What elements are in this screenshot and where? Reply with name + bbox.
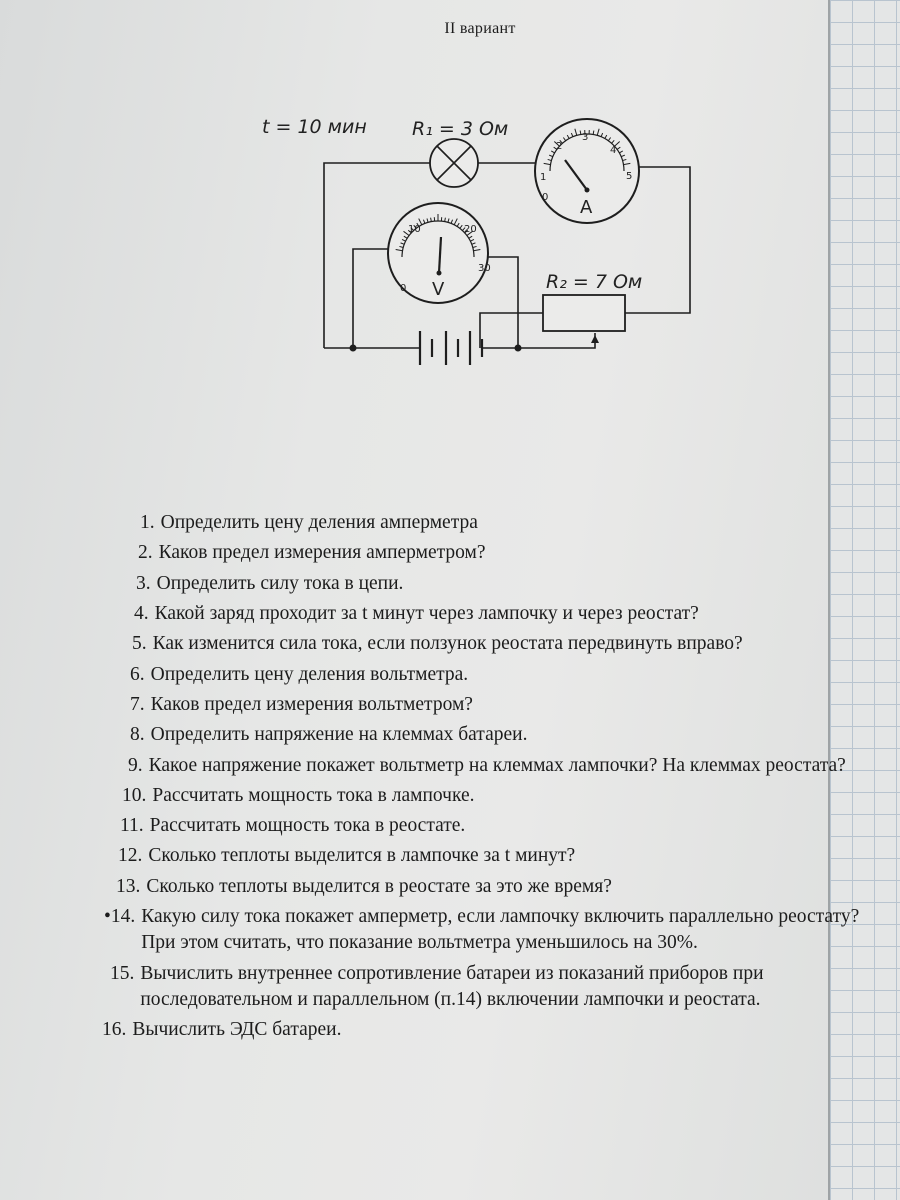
task-text: Какой заряд проходит за t минут через лампочку и через реостат?	[154, 602, 699, 624]
task-item	[110, 961, 880, 1014]
task-text: Определить силу тока в цепи.	[156, 572, 404, 594]
variant-header: II вариант	[444, 20, 516, 37]
task-text: Рассчитать мощность тока в лампочке.	[152, 784, 475, 806]
junction-dot-left	[350, 345, 357, 352]
task-number: 6.	[130, 663, 145, 685]
r1-label: R₁ = 3 Ом	[412, 118, 509, 140]
circuit-diagram	[240, 95, 710, 395]
scale-tick	[580, 131, 581, 135]
voltmeter-scale-30: 30	[478, 263, 491, 274]
rheostat-slider-icon	[591, 335, 599, 343]
ammeter-scale-0: 0	[542, 192, 549, 203]
task-item	[120, 813, 880, 839]
task-item	[104, 904, 880, 957]
task-text: Определить напряжение на клеммах батареи.	[150, 724, 528, 746]
task-text: Вычислить внутреннее сопротивление батареи из показаний приборов при последовательном и параллельном (п.14) включении лампочки и реостата.	[140, 962, 764, 1010]
task-item	[130, 722, 880, 748]
task-item	[128, 753, 880, 779]
ammeter-scale-3: 3	[582, 132, 589, 143]
scale-tick	[593, 131, 594, 135]
task-item	[122, 783, 880, 809]
r2-label: R₂ = 7 Ом	[546, 271, 643, 293]
task-item	[102, 1017, 880, 1043]
battery-icon	[420, 331, 482, 365]
voltmeter-letter: V	[432, 279, 445, 300]
task-number: 10.	[122, 784, 147, 806]
task-text: Определить цену деления вольтметра.	[150, 663, 469, 685]
ammeter-scale-4: 4	[610, 145, 617, 156]
voltmeter-scale-0: 0	[400, 283, 407, 294]
task-item	[130, 662, 880, 688]
ammeter-letter: A	[580, 197, 593, 218]
task-item	[118, 843, 880, 869]
task-number: 12.	[118, 845, 143, 867]
task-item	[134, 601, 880, 627]
task-number: 5.	[132, 633, 147, 655]
task-text: Вычислить ЭДС батареи.	[132, 1019, 342, 1041]
task-text: Определить цену деления амперметра	[160, 512, 478, 533]
ammeter-scale-2: 2	[556, 141, 563, 152]
ammeter-scale-1: 1	[540, 172, 547, 183]
task-number: 2.	[138, 542, 153, 564]
task-item	[140, 510, 880, 536]
task-text: Как изменится сила тока, если ползунок реостата передвинуть вправо?	[152, 633, 743, 655]
task-text: Каков предел измерения амперметром?	[158, 542, 486, 564]
lamp-icon	[430, 139, 478, 187]
task-number: 13.	[116, 875, 141, 897]
rheostat-icon	[543, 295, 625, 331]
task-item	[132, 631, 880, 657]
task-text: Сколько теплоты выделится в лампочке за t минут?	[148, 845, 576, 867]
task-number: 9.	[128, 754, 143, 776]
task-number: •14.	[104, 906, 136, 928]
voltmeter-scale-20: 20	[464, 224, 477, 235]
task-number: 1.	[140, 512, 155, 533]
ammeter-scale-5: 5	[626, 171, 633, 182]
task-number: 11.	[120, 815, 144, 837]
junction-dot-right	[515, 345, 522, 352]
task-text: Сколько теплоты выделится в реостате за это же время?	[146, 875, 612, 897]
task-text: Какое напряжение покажет вольтметр на клеммах лампочки? На клеммах реостата?	[148, 754, 846, 776]
task-item	[130, 692, 880, 718]
task-number: 8.	[130, 724, 145, 746]
task-text: Каков предел измерения вольтметром?	[150, 693, 473, 715]
task-number: 3.	[136, 572, 151, 594]
task-item	[116, 874, 880, 900]
task-item	[138, 540, 880, 566]
task-number: 16.	[102, 1019, 127, 1041]
task-text: Рассчитать мощность тока в реостате.	[149, 815, 466, 837]
task-list	[100, 510, 880, 1048]
task-text: Какую силу тока покажет амперметр, если лампочку включить параллельно реостату? При этом считать, что показание вольтметра уменьшилось на 30%.	[141, 906, 860, 954]
task-number: 4.	[134, 602, 149, 624]
task-item	[136, 571, 880, 597]
task-number: 7.	[130, 693, 145, 715]
voltmeter-scale-10: 10	[408, 224, 421, 235]
task-number: 15.	[110, 962, 135, 984]
time-label: t = 10 мин	[262, 116, 367, 138]
